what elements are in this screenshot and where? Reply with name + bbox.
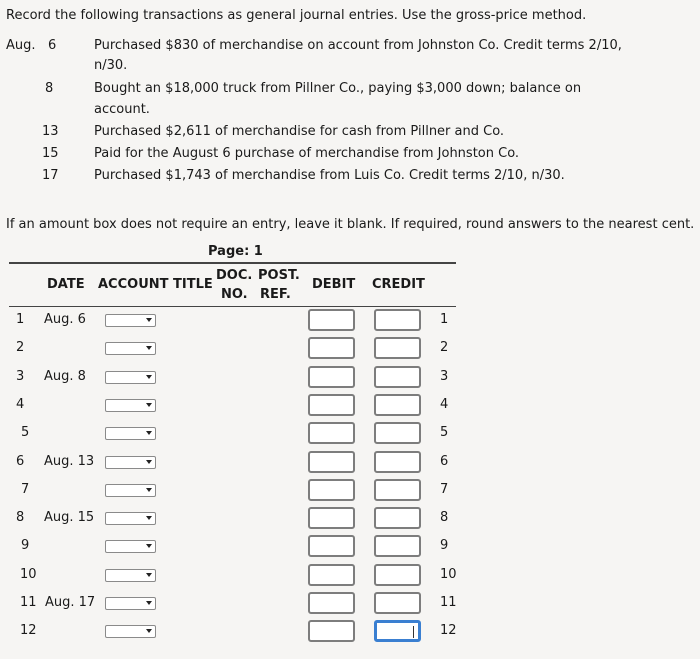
- debit-input[interactable]: [308, 564, 355, 586]
- debit-input[interactable]: [308, 620, 355, 642]
- transaction-text: Purchased $1,743 of merchandise from Luis Co. Credit terms 2/10, n/30.: [94, 168, 565, 183]
- credit-input[interactable]: [374, 451, 421, 473]
- row-number: 4: [16, 397, 25, 412]
- header-date: DATE: [47, 277, 85, 292]
- transaction-text-cont: n/30.: [94, 58, 128, 73]
- chevron-down-icon: [146, 488, 152, 492]
- row-number-right: 11: [440, 595, 457, 610]
- debit-input[interactable]: [308, 479, 355, 501]
- account-title-dropdown[interactable]: [105, 625, 156, 638]
- row-number: 8: [16, 510, 25, 525]
- row-number: 11: [20, 595, 37, 610]
- chevron-down-icon: [146, 544, 152, 548]
- row-date: Aug. 17: [45, 595, 96, 610]
- credit-input[interactable]: [374, 620, 421, 642]
- transaction-day: 17: [42, 168, 59, 183]
- transaction-day: 15: [42, 146, 59, 161]
- transaction-text-cont: account.: [94, 102, 150, 117]
- row-date: Aug. 6: [44, 312, 86, 327]
- header-bottom-rule: [9, 306, 456, 307]
- month-label: Aug.: [6, 38, 36, 53]
- debit-input[interactable]: [308, 422, 355, 444]
- row-number: 12: [20, 623, 37, 638]
- chevron-down-icon: [146, 431, 152, 435]
- debit-input[interactable]: [308, 507, 355, 529]
- header-top-rule: [9, 262, 456, 264]
- row-number: 6: [16, 454, 25, 469]
- row-number-right: 5: [440, 425, 449, 440]
- account-title-dropdown[interactable]: [105, 540, 156, 553]
- row-number-right: 6: [440, 454, 449, 469]
- header-no: NO.: [221, 287, 248, 302]
- chevron-down-icon: [146, 403, 152, 407]
- header-doc: DOC.: [216, 268, 253, 283]
- debit-input[interactable]: [308, 309, 355, 331]
- header-ref: REF.: [260, 287, 291, 302]
- account-title-dropdown[interactable]: [105, 569, 156, 582]
- header-debit: DEBIT: [312, 277, 356, 292]
- credit-input[interactable]: [374, 564, 421, 586]
- instructions-text: Record the following transactions as general journal entries. Use the gross-price method.: [6, 8, 587, 23]
- account-title-dropdown[interactable]: [105, 342, 156, 355]
- debit-input[interactable]: [308, 394, 355, 416]
- row-date: Aug. 8: [44, 369, 86, 384]
- row-date: Aug. 13: [44, 454, 95, 469]
- chevron-down-icon: [146, 346, 152, 350]
- row-number-right: 4: [440, 397, 449, 412]
- row-number-right: 2: [440, 340, 449, 355]
- account-title-dropdown[interactable]: [105, 597, 156, 610]
- text-caret: [413, 626, 414, 638]
- row-number: 7: [21, 482, 30, 497]
- chevron-down-icon: [146, 375, 152, 379]
- row-number: 3: [16, 369, 25, 384]
- chevron-down-icon: [146, 629, 152, 633]
- row-number-right: 12: [440, 623, 457, 638]
- account-title-dropdown[interactable]: [105, 427, 156, 440]
- account-title-dropdown[interactable]: [105, 314, 156, 327]
- transaction-text: Bought an $18,000 truck from Pillner Co., paying $3,000 down; balance on: [94, 81, 582, 96]
- transaction-text: Purchased $830 of merchandise on account from Johnston Co. Credit terms 2/10,: [94, 38, 622, 53]
- credit-input[interactable]: [374, 422, 421, 444]
- row-number: 10: [20, 567, 37, 582]
- row-number-right: 8: [440, 510, 449, 525]
- credit-input[interactable]: [374, 394, 421, 416]
- row-number: 5: [21, 425, 30, 440]
- credit-input[interactable]: [374, 535, 421, 557]
- chevron-down-icon: [146, 573, 152, 577]
- row-number-right: 3: [440, 369, 449, 384]
- amount-note: If an amount box does not require an entry, leave it blank. If required, round answers to the nearest cent.: [6, 217, 695, 232]
- page-label: Page: 1: [208, 244, 263, 259]
- chevron-down-icon: [146, 516, 152, 520]
- row-number-right: 9: [440, 538, 449, 553]
- debit-input[interactable]: [308, 451, 355, 473]
- credit-input[interactable]: [374, 507, 421, 529]
- credit-input[interactable]: [374, 337, 421, 359]
- transaction-text: Purchased $2,611 of merchandise for cash from Pillner and Co.: [94, 124, 505, 139]
- credit-input[interactable]: [374, 366, 421, 388]
- transaction-text: Paid for the August 6 purchase of merchandise from Johnston Co.: [94, 146, 520, 161]
- transaction-day: 13: [42, 124, 59, 139]
- debit-input[interactable]: [308, 592, 355, 614]
- credit-input[interactable]: [374, 309, 421, 331]
- row-number: 9: [21, 538, 30, 553]
- debit-input[interactable]: [308, 366, 355, 388]
- row-number-right: 10: [440, 567, 457, 582]
- transaction-day: 8: [45, 81, 54, 96]
- account-title-dropdown[interactable]: [105, 371, 156, 384]
- row-number: 2: [16, 340, 25, 355]
- row-number: 1: [16, 312, 25, 327]
- header-credit: CREDIT: [372, 277, 425, 292]
- credit-input[interactable]: [374, 592, 421, 614]
- chevron-down-icon: [146, 460, 152, 464]
- row-number-right: 7: [440, 482, 449, 497]
- chevron-down-icon: [146, 601, 152, 605]
- account-title-dropdown[interactable]: [105, 484, 156, 497]
- account-title-dropdown[interactable]: [105, 512, 156, 525]
- header-account-title: ACCOUNT TITLE: [98, 277, 213, 292]
- row-number-right: 1: [440, 312, 449, 327]
- debit-input[interactable]: [308, 337, 355, 359]
- account-title-dropdown[interactable]: [105, 399, 156, 412]
- debit-input[interactable]: [308, 535, 355, 557]
- transaction-day: 6: [48, 38, 57, 53]
- account-title-dropdown[interactable]: [105, 456, 156, 469]
- row-date: Aug. 15: [44, 510, 95, 525]
- credit-input[interactable]: [374, 479, 421, 501]
- header-post: POST.: [258, 268, 300, 283]
- chevron-down-icon: [146, 318, 152, 322]
